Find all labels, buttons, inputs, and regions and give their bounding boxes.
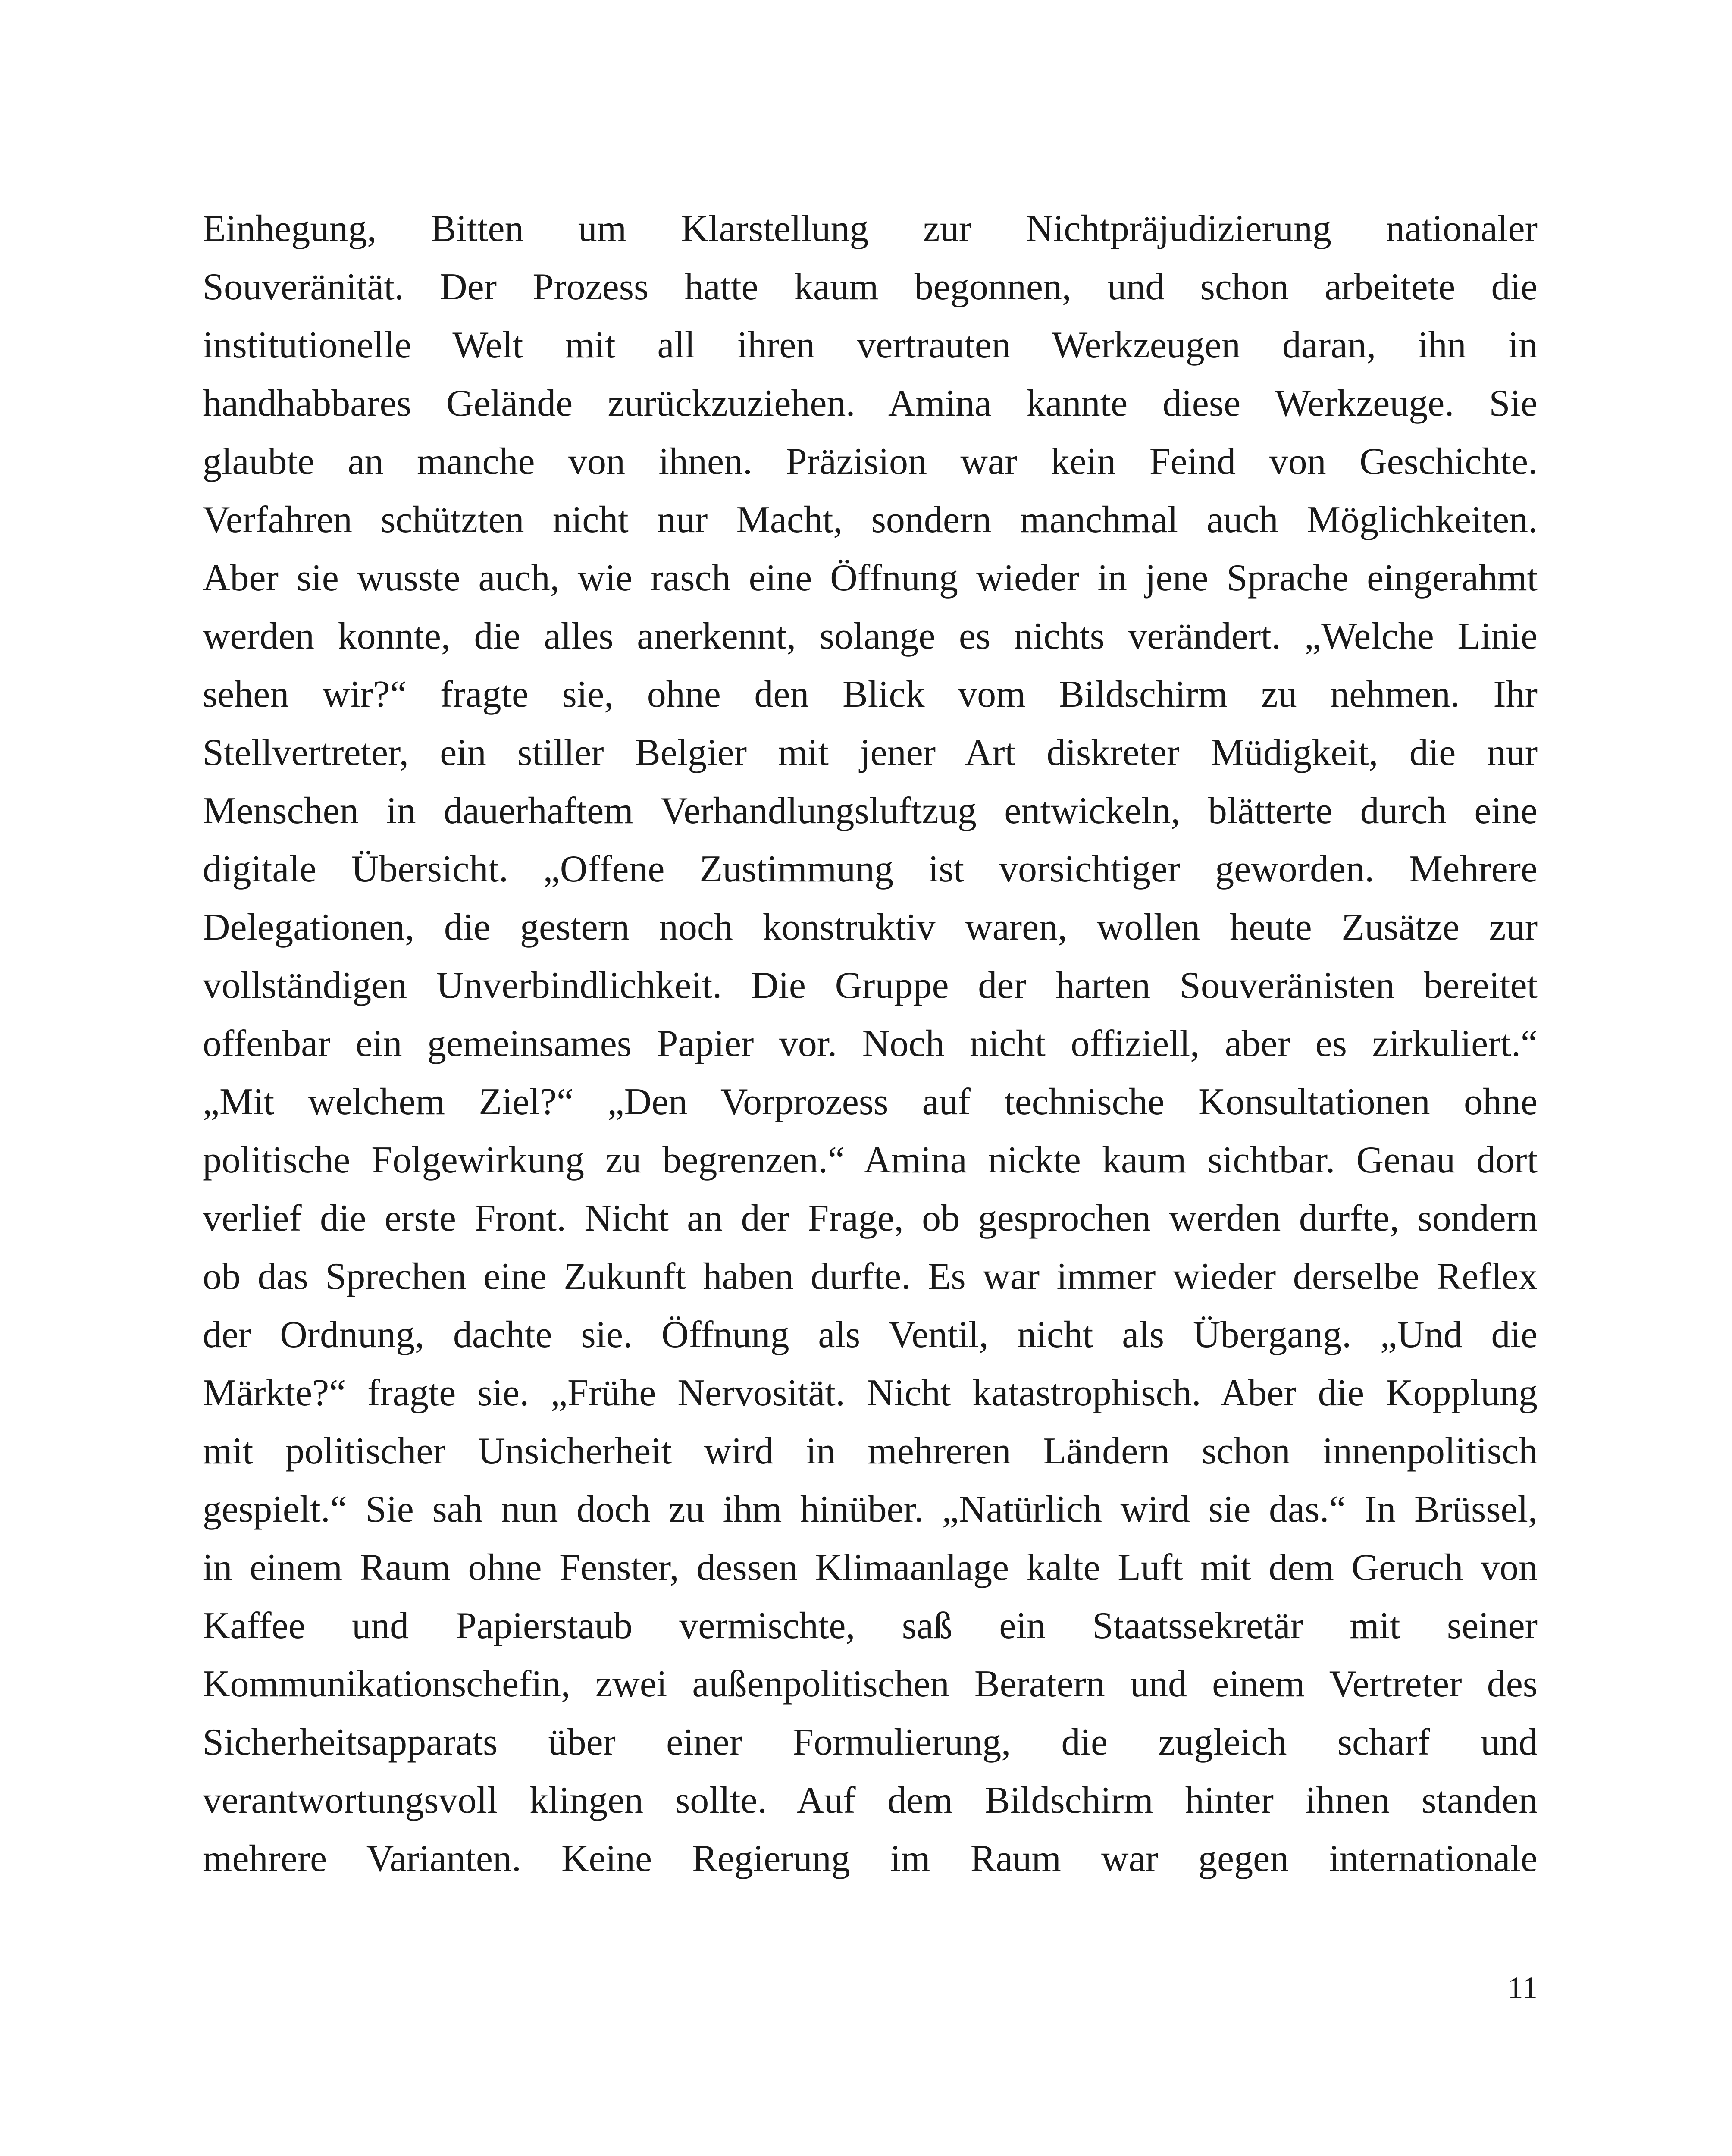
text-line: werden konnte, die alles anerkennt, solange es nichts verändert. „Welche Linie (203, 615, 1538, 657)
text-line: Märkte?“ fragte sie. „Frühe Nervosität. Nicht katastrophisch. Aber die Kopplung (203, 1372, 1538, 1414)
text-line: offenbar ein gemeinsames Papier vor. Noch nicht offiziell, aber es zirkuliert.“ (203, 1023, 1538, 1065)
text-line: sehen wir?“ fragte sie, ohne den Blick vom Bildschirm zu nehmen. Ihr (203, 674, 1538, 715)
text-line: verlief die erste Front. Nicht an der Frage, ob gesprochen werden durfte, sondern (203, 1197, 1538, 1239)
text-line: verantwortungsvoll klingen sollte. Auf dem Bildschirm hinter ihnen standen (203, 1780, 1538, 1821)
text-line: Kaffee und Papierstaub vermischte, saß ein Staatssekretär mit seiner (203, 1605, 1538, 1647)
page-number: 11 (1507, 1971, 1538, 2005)
text-line: Stellvertreter, ein stiller Belgier mit jener Art diskreter Müdigkeit, die nur (203, 732, 1538, 774)
text-line: Menschen in dauerhaftem Verhandlungsluftzug entwickeln, blätterte durch eine (203, 790, 1538, 832)
text-line: „Mit welchem Ziel?“ „Den Vorprozess auf technische Konsultationen ohne (203, 1081, 1538, 1123)
text-line: Verfahren schützten nicht nur Macht, sondern manchmal auch Möglichkeiten. (203, 499, 1538, 541)
text-line: Souveränität. Der Prozess hatte kaum begonnen, und schon arbeitete die (203, 266, 1538, 308)
text-line: der Ordnung, dachte sie. Öffnung als Ventil, nicht als Übergang. „Und die (203, 1314, 1538, 1356)
text-line: Aber sie wusste auch, wie rasch eine Öffnung wieder in jene Sprache eingerahmt (203, 557, 1538, 599)
text-line: Sicherheitsapparats über einer Formulierung, die zugleich scharf und (203, 1721, 1538, 1763)
text-line: digitale Übersicht. „Offene Zustimmung ist vorsichtiger geworden. Mehrere (203, 848, 1538, 890)
text-line: ob das Sprechen eine Zukunft haben durfte. Es war immer wieder derselbe Reflex (203, 1256, 1538, 1297)
text-line: gespielt.“ Sie sah nun doch zu ihm hinüber. „Natürlich wird sie das.“ In Brüssel, (203, 1489, 1538, 1530)
text-line: Delegationen, die gestern noch konstruktiv waren, wollen heute Zusätze zur (203, 906, 1538, 948)
text-line: institutionelle Welt mit all ihren vertrauten Werkzeugen daran, ihn in (203, 324, 1538, 366)
text-line: mehrere Varianten. Keine Regierung im Raum war gegen internationale (203, 1838, 1538, 1880)
text-line: vollständigen Unverbindlichkeit. Die Gruppe der harten Souveränisten bereitet (203, 965, 1538, 1006)
text-line: Kommunikationschefin, zwei außenpolitischen Beratern und einem Vertreter des (203, 1663, 1538, 1705)
text-line: glaubte an manche von ihnen. Präzision war kein Feind von Geschichte. (203, 441, 1538, 483)
body-text (203, 200, 1538, 1888)
text-line: Einhegung, Bitten um Klarstellung zur Nichtpräjudizierung nationaler (203, 208, 1538, 250)
text-line: politische Folgewirkung zu begrenzen.“ Amina nickte kaum sichtbar. Genau dort (203, 1139, 1538, 1181)
text-line: in einem Raum ohne Fenster, dessen Klimaanlage kalte Luft mit dem Geruch von (203, 1547, 1538, 1589)
text-line: handhabbares Gelände zurückzuziehen. Amina kannte diese Werkzeuge. Sie (203, 382, 1538, 424)
text-line: mit politischer Unsicherheit wird in mehreren Ländern schon innenpolitisch (203, 1430, 1538, 1472)
